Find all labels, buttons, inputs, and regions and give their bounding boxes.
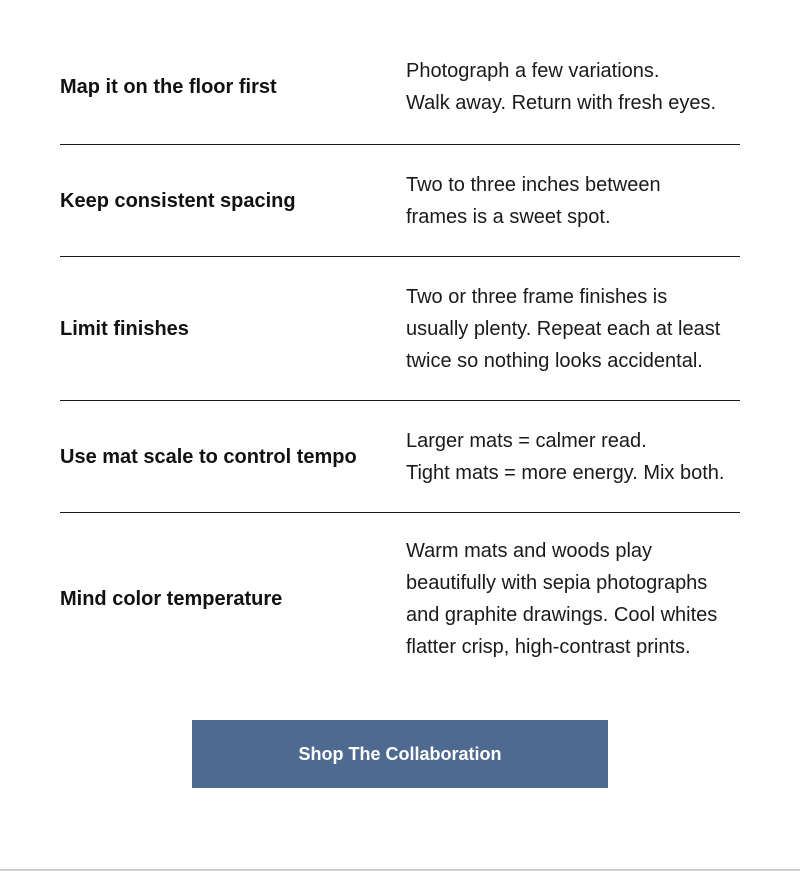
tip-body-line: frames is a sweet spot. bbox=[406, 205, 611, 228]
cta-container bbox=[192, 720, 608, 788]
tip-row bbox=[60, 30, 740, 145]
tip-row bbox=[60, 401, 740, 513]
tip-title: Map it on the floor first bbox=[60, 76, 277, 98]
tip-title: Keep consistent spacing bbox=[60, 189, 296, 212]
tip-body-line: Two to three inches between bbox=[406, 173, 661, 196]
tip-row bbox=[60, 257, 740, 401]
tip-body-line: Photograph a few variations. bbox=[406, 60, 660, 82]
tip-body-line: and graphite drawings. Cool whites bbox=[406, 604, 718, 626]
tips-list bbox=[60, 30, 740, 685]
tip-body-line: twice so nothing looks accidental. bbox=[406, 349, 703, 372]
tip-row bbox=[60, 145, 740, 257]
tip-body bbox=[406, 535, 740, 663]
tip-body-line: Walk away. Return with fresh eyes. bbox=[406, 92, 717, 114]
tip-body bbox=[406, 425, 740, 489]
tip-title: Limit finishes bbox=[60, 317, 189, 340]
tip-body-line: flatter crisp, high-contrast prints. bbox=[406, 636, 691, 658]
tip-body-line: beautifully with sepia photographs bbox=[406, 572, 708, 594]
tip-body bbox=[406, 169, 740, 233]
shop-collaboration-button[interactable]: Shop The Collaboration bbox=[192, 720, 608, 788]
tip-body-line: Two or three frame finishes is bbox=[406, 285, 668, 308]
tip-body bbox=[406, 55, 740, 119]
tip-body-line: Tight mats = more energy. Mix both. bbox=[406, 461, 725, 484]
tip-body bbox=[406, 281, 740, 377]
tip-body-line: usually plenty. Repeat each at least bbox=[406, 317, 721, 340]
tip-title: Mind color temperature bbox=[60, 588, 283, 610]
tip-body-line: Larger mats = calmer read. bbox=[406, 429, 647, 452]
tip-title: Use mat scale to control tempo bbox=[60, 445, 357, 468]
tip-row bbox=[60, 513, 740, 685]
tip-body-line: Warm mats and woods play bbox=[406, 540, 653, 562]
